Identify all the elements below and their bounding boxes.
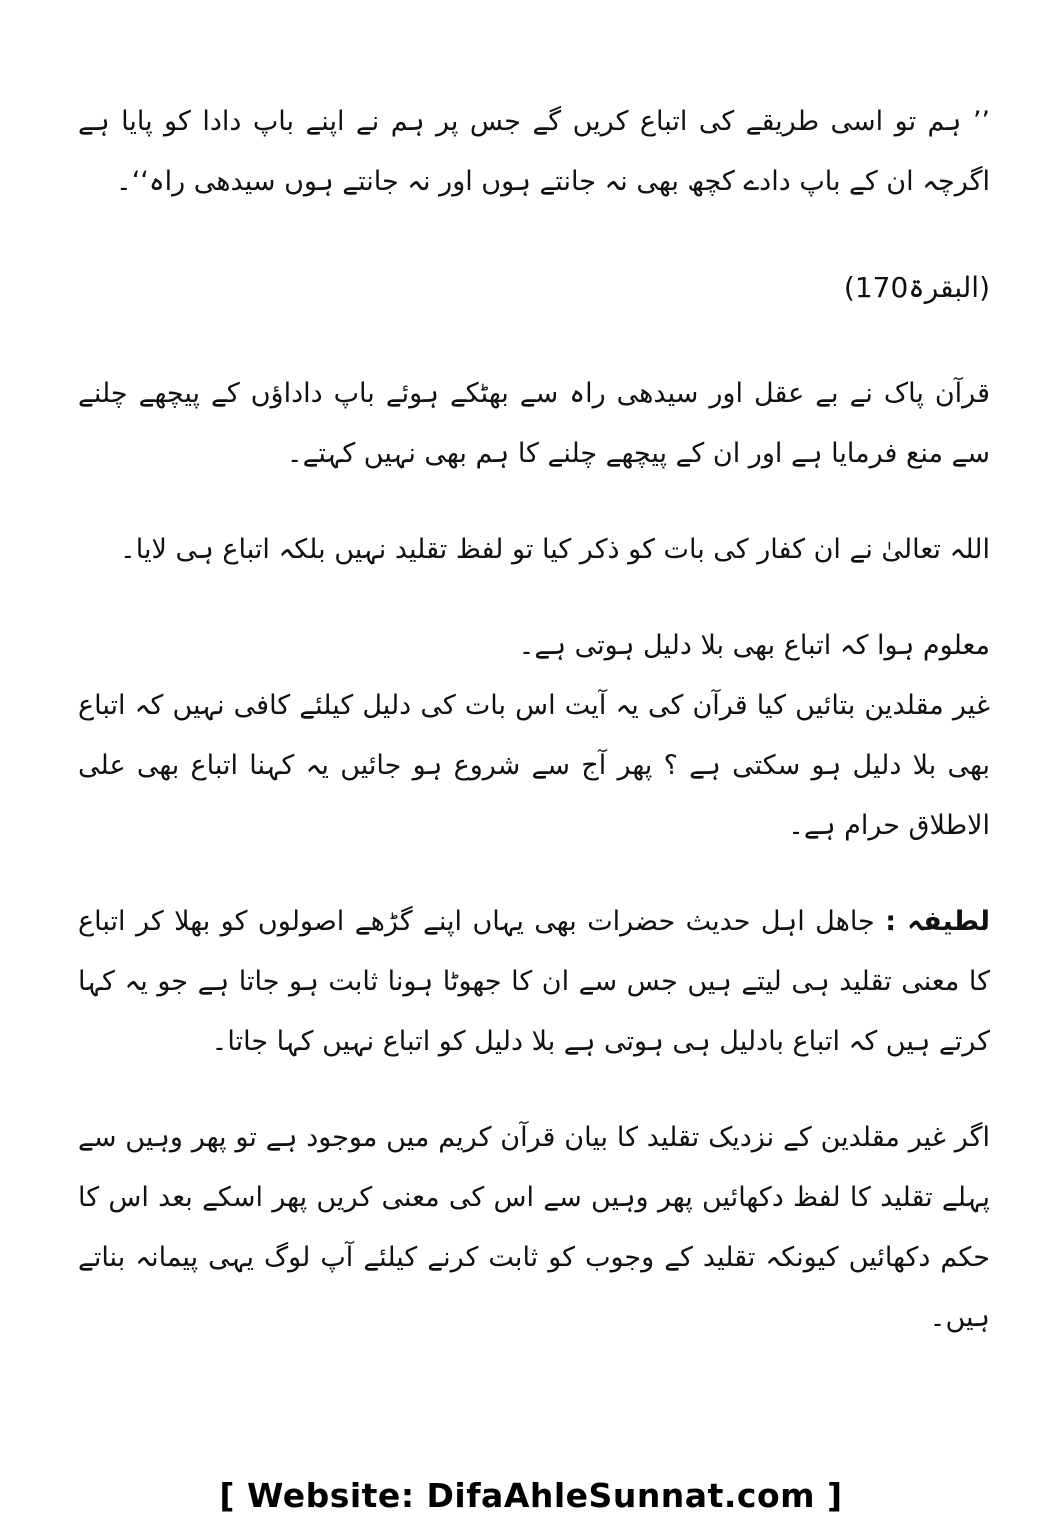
closing-paragraph: اگر غیر مقلدین کے نزدیک تقلید کا بیان قرآن کریم میں موجود ہے تو پھر وہیں سے پہلے تقلید کا لفظ دکھائیں پھر وہیں سے اس کی معنی کریں پھر اسکے بعد اس کا حکم دکھائیں کیونکہ تقلید کے وجوب کو ثابت کرنے کیلئے آپ لوگ یہی پیمانہ بناتے ہیں۔	[78, 1122, 990, 1333]
document-body	[78, 92, 990, 1348]
latifa-text: جاھل اہل حدیث حضرات بھی یہاں اپنے گڑھے اصولوں کو بھلا کر اتباع کا معنی تقلید ہی لیتے ہیں جس سے ان کا جھوٹا ہونا ثابت ہو جاتا ہے جو یہ کہا کرتے ہیں کہ اتباع بادلیل ہی ہوتی ہے بلا دلیل کو اتباع نہیں کہا جاتا۔	[78, 906, 990, 1057]
paragraph-conclusion: معلوم ہوا کہ اتباع بھی بلا دلیل ہوتی ہے۔	[518, 630, 990, 661]
paragraph-allah-statement: اللہ تعالیٰ نے ان کفار کی بات کو ذکر کیا تو لفظ تقلید نہیں بلکہ اتباع ہی لایا۔	[119, 534, 990, 565]
latifa-label: لطیفہ :	[885, 906, 990, 937]
latifa-paragraph	[78, 892, 990, 1072]
paragraph-question: غیر مقلدین بتائیں کیا قرآن کی یہ آیت اس بات کی دلیل کیلئے کافی نہیں کہ اتباع بھی بلا دلیل ہو سکتی ہے ؟ پھر آج سے شروع ہو جائیں یہ کہنا اتباع بھی علی الاطلاق حرام ہے۔	[78, 690, 990, 841]
quranic-quote: ’’ ہم تو اسی طریقے کی اتباع کریں گے جس پر ہم نے اپنے باپ دادا کو پایا ہے اگرچہ ان کے باپ دادے کچھ بھی نہ جانتے ہوں اور نہ جانتے ہوں سیدھی راہ‘‘۔	[78, 106, 990, 197]
surah-reference: (البقرۃ170)	[843, 271, 990, 304]
website-footer: [ Website: DifaAhleSunnat.com ]	[219, 1476, 843, 1515]
paragraph-quran-guidance: قرآن پاک نے بے عقل اور سیدھی راہ سے بھٹکے ہوئے باپ داداؤں کے پیچھے چلنے سے منع فرمایا ہے اور ان کے پیچھے چلنے کا ہم بھی نہیں کہتے۔	[78, 378, 990, 469]
